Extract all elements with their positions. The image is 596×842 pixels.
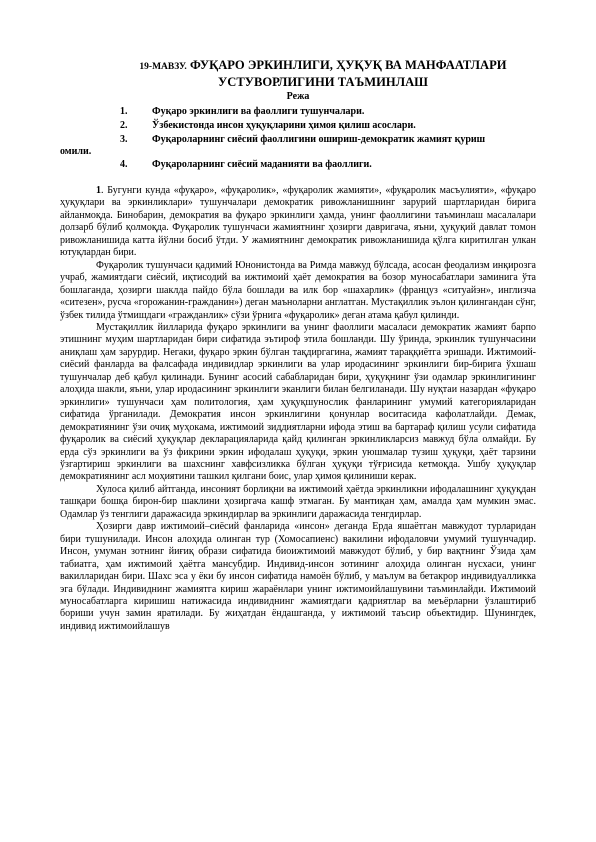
paragraph-text: Хулоса қилиб айтганда, инсоният борлиқни ва ижтимоий ҳаётда эркинликни ифодалашнинг ҳуқуқдан ташқари бошқа бирон-бир шаклини ҳозиргача кашф этмаган. Бу мантиқан ҳам, амалда ҳам мумкин эмас. Одамлар ўз тенглиги даражасида эркиндирлар ва эркинлиги даражасида тенгдирлар. xyxy=(60,483,536,520)
plan-list xyxy=(60,106,536,173)
document-title xyxy=(88,58,558,90)
plan-item-number: 1. xyxy=(120,106,128,117)
plan-item-number: 4. xyxy=(120,159,128,170)
plan-item xyxy=(60,120,536,134)
plan-item-text: Ўзбекистонда инсон ҳуқуқларини ҳимоя қилиш асослари. xyxy=(152,120,416,131)
plan-item xyxy=(60,159,536,173)
plan-item-number: 3. xyxy=(120,134,128,145)
topic-title: ФУҚАРО ЭРКИНЛИГИ, ҲУҚУҚ ВА МАНФААТЛАРИ УСТУВОРЛИГИНИ ТАЪМИНЛАШ xyxy=(189,58,507,89)
plan-item-text: Фуқароларнинг сиёсий фаоллигини ошириш-демократик жамият қуриш xyxy=(152,134,486,145)
plan-item xyxy=(60,106,536,120)
paragraph xyxy=(60,322,536,484)
paragraph-text: Фуқаролик тушунчаси қадимий Юнонистонда ва Римда мавжуд бўлсада, асосан феодализм инқирозга учраб, жамиятдаги сиёсий, иқтисодий ва ижтимоий ҳаёт демократия ва бозор муносабатлари заминига ўта бошлаганда, ҳозирги шаклда пайдо бўла бошлади ва илк бор «шахарлик» (француз «ситуайэн», инглизча «ситезен», русча «горожанин-гражданин») деган маъноларни англатган. Мустақиллик эълон қилингандан сўнг, ўзбек тилида ўтмишдаги «гражданлик» сўзи ўрнига «фуқаролик» деган атама қабул қилинди. xyxy=(60,259,536,321)
plan-item xyxy=(60,134,536,159)
paragraph xyxy=(60,185,536,260)
plan-item-text: Фуқаро эркинлиги ва фаоллиги тушунчалари. xyxy=(152,106,365,117)
paragraph-text: Ҳозирги давр ижтимоий–сиёсий фанларида «инсон» деганда Ерда яшаётган мавжудот турларидан бири тушунилади. Инсон алоҳида олинган тур (Хомосапиенс) вакилини ифодаловчи умумий тушунчадир. Инсон, умуман зотнинг йиғиқ образи сифатида биоижтимоий мавжудот бўлиб, у бир вақтнинг Ўзида ҳам табиатга, ҳам ижтимоий ҳаётга мансубдир. Индивид-инсон зотининг алоҳида олинган нусхаси, унинг вакилларидан бири. Шахс эса у ёки бу инсон сифатида намоён бўлиб, у маълум ва бетакрор индивидуалликка эга бўлади. Индивиднинг жамиятга кириш жараёнлари унинг ижтимоийлашувини таъминлайди. Ижтимоий муносабатларга киришиш натижасида индивиднинг жамиятдаги қадриятлар ва меъёрларни ўзлаштириб бориши учун замин яратилади. Бу жиҳатдан ёндашганда, у ижтимоий таъсир объектидир. Шунингдек, индивид ижтимоийлашув xyxy=(60,521,536,632)
paragraph-text: . Бугунги кунда «фуқаро», «фуқаролик», «фуқаролик жамияти», «фуқаролик масъулияти», «фуқаро ҳуқуқлари ва эркинликлари» тушунчалари демократик ривожланишнинг зарурий шартларидан бирига айланмоқда. Бинобарин, демократия ва фуқаро эркинлиги ҳамда, унинг фаоллигини таъминлаш масалалари долзарб бўлиб қолмоқда. Фуқаролик тушунчаси жамиятнинг ҳозирги давригача, яъни, ҳуқуқий давлат томон ривожланишида катта йўлни босиб ўтди. У жамиятнинг демократик ривожланишида қўлга киритилган улкан ютуқлардан бири. xyxy=(60,185,536,259)
paragraph-number: 1 xyxy=(96,185,101,196)
plan-item-text: Фуқароларнинг сиёсий маданияти ва фаоллиги. xyxy=(152,159,372,170)
topic-number: 19-МАВЗУ. xyxy=(139,62,187,72)
plan-heading: Режа xyxy=(286,91,310,102)
document-body xyxy=(60,185,536,633)
plan-item-number: 2. xyxy=(120,120,128,131)
paragraph xyxy=(60,260,536,322)
plan-item-text-continuation: омили. xyxy=(60,146,92,157)
paragraph xyxy=(60,484,536,521)
paragraph-text: Мустақиллик йилларида фуқаро эркинлиги ва унинг фаоллиги масаласи демократик жамият барпо этишнинг муҳим шартларидан бири сифатида эътироф этила бошланди. Шу ўринда, эркинлик тушунчасини аниқлаш ҳам зарурдир. Негаки, фуқаро эркин бўлган тақдиргагина, жамият тараққиётга эришади. Ижтимоий-сиёсий фанларда ва фалсафада индивидлар эркинлиги ва улар иродасининг эркинлиги бир-бирига ўхшаш тушунчалар деб қабул қилинади. Бунинг асосий сабабларидан бири, ҳуқуқнинг ўзи одамлар эркинлигининг алоҳида шакли, яъни, улар иродасининг эркинлиги эканлиги билан белгиланади. Шу нуқтаи назардан «фуқаро эркинлиги» тушунчаси ҳам политология, ҳам ҳуқуқшунослик фанларининг умумий категорияларидан сифатида ўрганилади. Демократия инсон эркинлигини қонунлар воситасида кафолатлайди. Демак, демократиянинг ўзи очиқ муҳокама, ижтимоий зиддиятларни ифода этиш ва бартараф қилиш усули сифатида фуқаролик ва сиёсий ҳуқуқлар декларацияларида қайд қилинган эркинликларсиз мавжуд бўла олмайди. Бу ерда сўз эркинлиги ва ўз фикрини эркин ифодалаш ҳуқуқи, эркин уюшмалар тузиш ҳуқуқи, ҳаёт тарзини ўзгартириш эркинлиги ва шахснинг хавфсизликка бўлган ҳуқуқи тўғрисида кетмоқда. Ушбу ҳуқуқлар демократиянинг асл моҳиятини ташкил қилгани боис, улар ҳимоя қилиниши керак. xyxy=(60,321,536,483)
paragraph xyxy=(60,521,536,633)
